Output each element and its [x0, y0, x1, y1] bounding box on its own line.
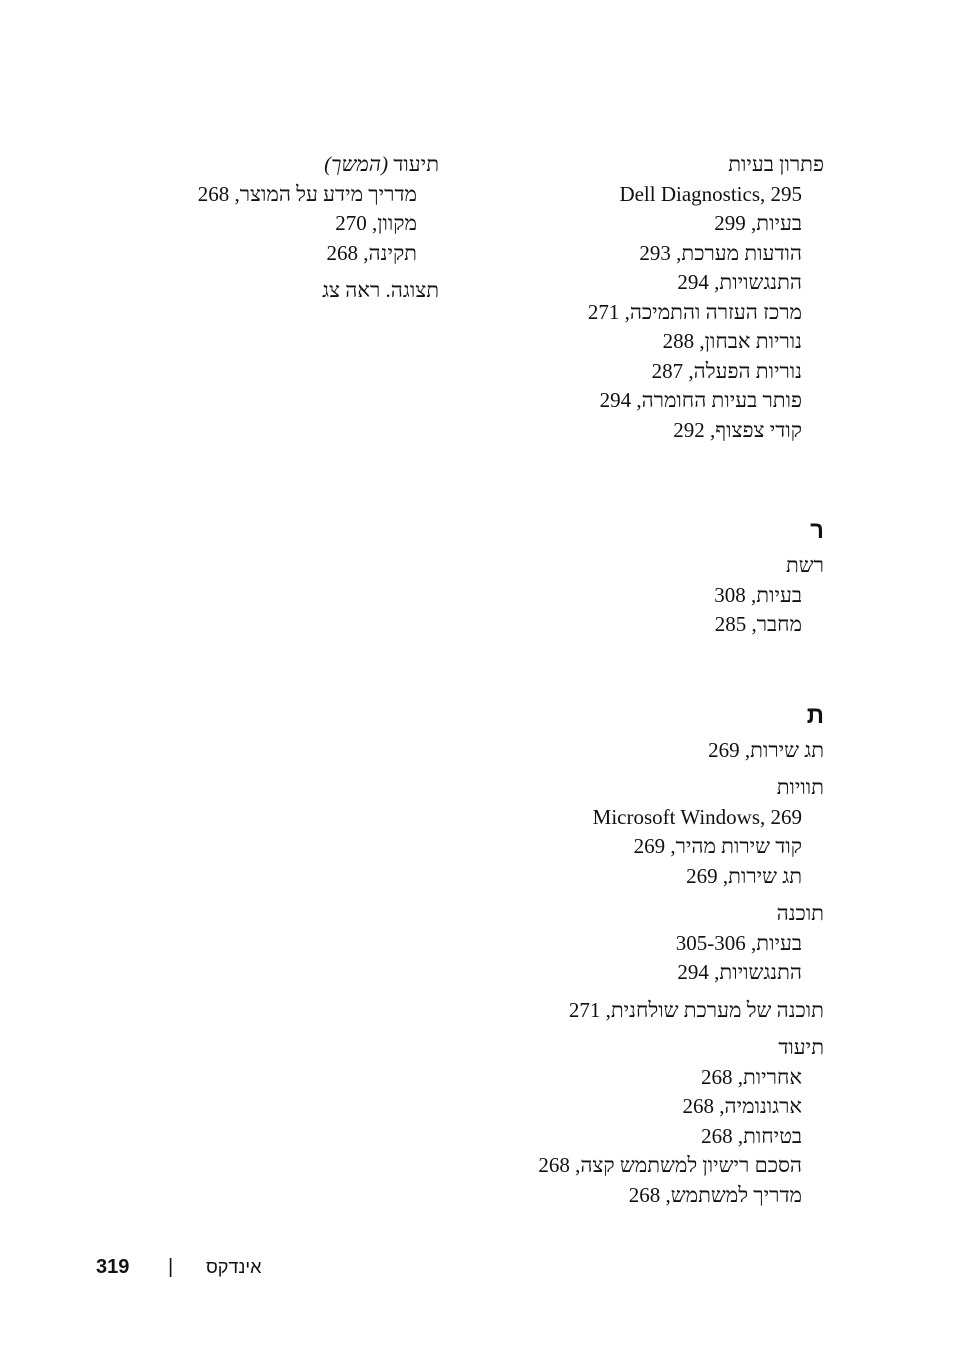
index-entry-heading: רשת: [786, 553, 824, 577]
index-subentry: מחבר, 285: [714, 612, 802, 636]
index-subentry: התנגשויות, 294: [677, 960, 802, 984]
index-subentry: בטיחות, 268: [701, 1123, 802, 1148]
index-subentry: נוריות אבחון, 288: [662, 329, 802, 353]
index-letter-heading: ר: [810, 517, 824, 544]
index-heading-text: תיעוד: [393, 152, 439, 176]
index-entry-heading: פתרון בעיות: [728, 152, 824, 176]
index-letter-heading: ת: [806, 701, 824, 729]
index-subentry: התנגשויות, 294: [677, 270, 802, 294]
index-entry-heading: [39, 150, 439, 180]
index-entry: תג שירות, 269: [708, 737, 824, 762]
index-entry-heading: תיעוד: [778, 1035, 824, 1059]
index-subentry: מקוון, 270: [335, 211, 417, 235]
index-subentry: ארגונומיה, 268: [682, 1094, 802, 1118]
index-subentry: Dell Diagnostics, 295: [619, 181, 802, 206]
index-subentry: הודעות מערכת, 293: [639, 240, 802, 265]
index-subentry: מרכז העזרה והתמיכה, 271: [587, 299, 802, 324]
footer-separator: |: [168, 1256, 174, 1278]
index-subentry: קודי צפצוף, 292: [673, 417, 802, 442]
index-subentry: בעיות, 308: [714, 582, 802, 607]
index-subentry: קוד שירות מהיר, 269: [633, 834, 802, 858]
index-entry-heading: תוויות: [776, 775, 824, 799]
index-subentry: פותר בעיות החומרה, 294: [599, 388, 802, 412]
index-subentry: נוריות הפעלה, 287: [651, 358, 802, 383]
index-subentry: בעיות, 305-306: [675, 930, 802, 955]
page-number: 319: [96, 1256, 130, 1278]
continued-label: (המשך): [324, 152, 389, 176]
index-column-left: [39, 150, 439, 306]
index-subentry: תקינה, 268: [326, 240, 417, 265]
index-subentry: Microsoft Windows, 269: [592, 804, 802, 829]
index-subentry: בעיות, 299: [714, 211, 802, 235]
index-subentry: מדריך למשתמש, 268: [628, 1182, 802, 1207]
index-see-reference: תצוגה. ראה צג: [322, 278, 439, 302]
footer-section-label: אינדקס: [206, 1257, 262, 1277]
index-subentry: תג שירות, 269: [686, 863, 802, 888]
index-entry: תוכנה של מערכת שולחנית, 271: [568, 997, 824, 1022]
index-subentry: מדריך מידע על המוצר, 268: [197, 181, 417, 206]
index-column-right: [444, 150, 824, 1210]
index-entry-heading: תוכנה: [776, 901, 824, 925]
index-subentry: אחריות, 268: [700, 1064, 802, 1089]
index-subentry: הסכם רישיון למשתמש קצה, 268: [538, 1153, 802, 1177]
